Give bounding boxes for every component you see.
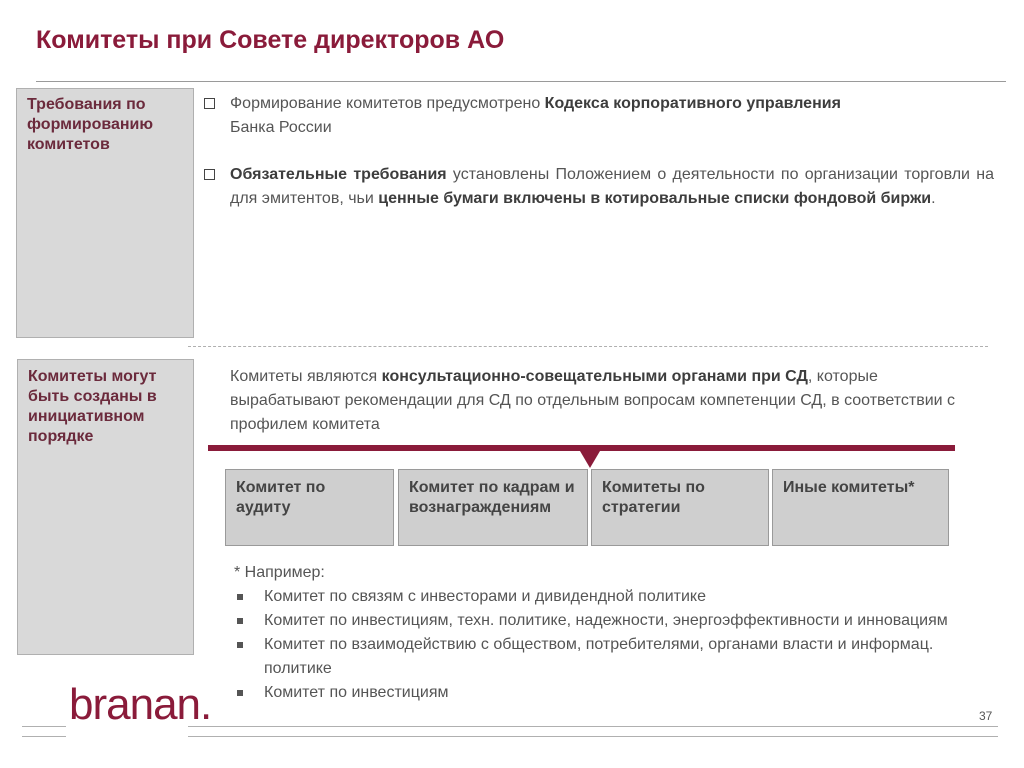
committee-box-audit: Комитет по аудиту [225,469,394,546]
requirement-item-2: Обязательные требования установлены Положением о деятельности по организации торговли на для эмитентов, чьи ценные бумаги включены в котировальные списки фондовой биржи. [204,163,994,211]
square-bullet-icon [237,690,243,696]
page-number: 37 [979,709,993,723]
committee-box-other: Иные комитеты* [772,469,949,546]
list-item: Комитет по инвестициям [234,681,1004,705]
square-bullet-icon [237,594,243,600]
footer-rule-right-2 [188,736,998,737]
square-bullet-icon [237,618,243,624]
requirements-label-box [16,88,194,338]
list-item: Комитет по инвестициям, техн. политике, надежности, энергоэффективности и инновациям [234,609,1004,633]
footer-rule-left-1 [22,726,66,727]
branan-logo: branan. [69,680,212,729]
initiative-label-box [17,359,194,655]
examples-heading: * Например: [234,564,325,581]
list-item: Комитет по связям с инвесторами и дивидендной политике [234,585,1004,609]
checkbox-bullet-icon [204,98,215,109]
title-divider [36,81,1006,82]
committee-box-hr: Комитет по кадрам и вознаграждениям [398,469,588,546]
requirement-item-1: Формирование комитетов предусмотрено Кодекса корпоративного управления Банка России [204,92,994,140]
pointer-triangle-icon [580,451,600,468]
checkbox-bullet-icon [204,169,215,180]
initiative-label: Комитеты могут быть созданы в инициативном порядке [28,368,157,445]
square-bullet-icon [237,642,243,648]
examples-list [234,585,1004,705]
committees-description: Комитеты являются консультационно-совещательными органами при СД, которые вырабатывают рекомендации для СД по отдельным вопросам компетенции СД, в соответствии с профилем комитета [230,368,956,433]
list-item: Комитет по взаимодействию с обществом, потребителями, органами власти и информац. политике [234,633,1004,681]
committee-box-strategy: Комитеты по стратегии [591,469,769,546]
footer-rule-right-1 [188,726,998,727]
section-divider [188,346,988,347]
footer-rule-left-2 [22,736,66,737]
page-title: Комитеты при Совете директоров АО [36,26,505,54]
requirements-label: Требования по формированию комитетов [27,96,154,153]
